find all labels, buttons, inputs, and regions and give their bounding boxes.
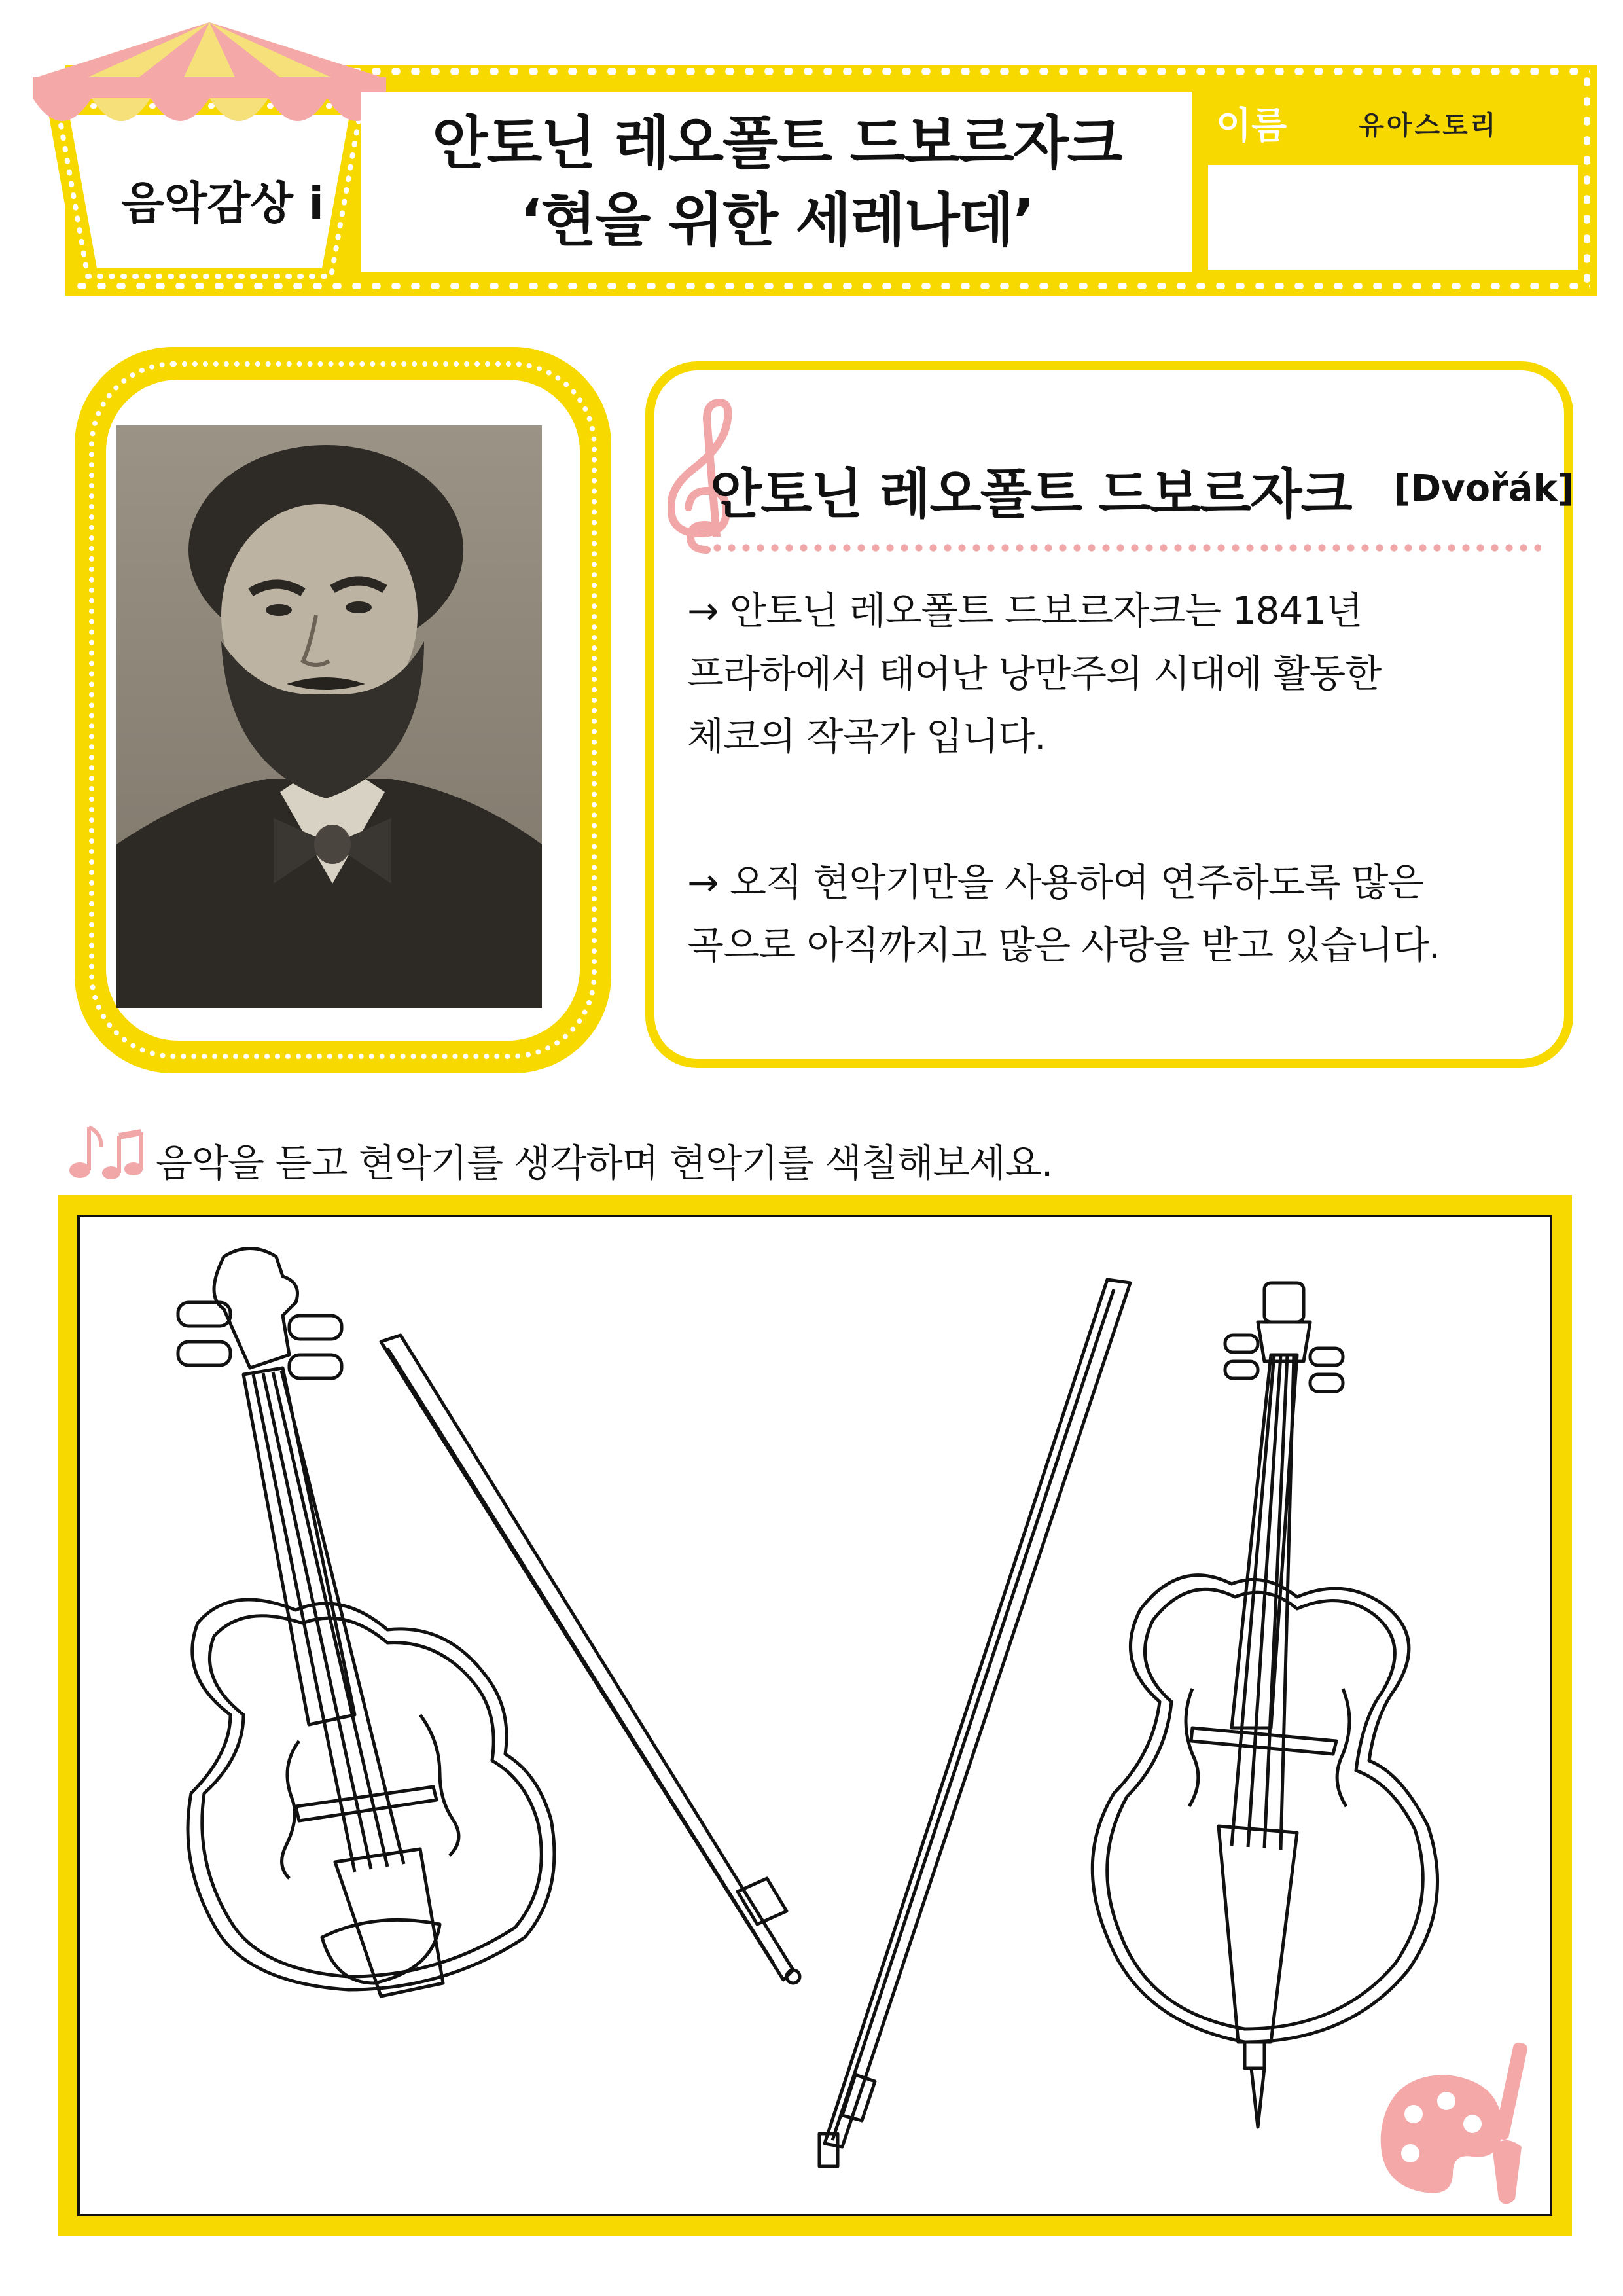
title-line-1: 안토닌 레오폴트 드보르자크 (432, 109, 1122, 177)
bio-line: 곡으로 아직까지고 많은 사랑을 받고 있습니다. (687, 923, 1440, 967)
bio-line: → 오직 현악기만을 사용하여 연주하도록 많은 (687, 860, 1424, 905)
brand-logo: 유아스토리 (1359, 110, 1499, 141)
name-label: 이름 (1216, 105, 1287, 147)
composer-name-en: [Dvořák] (1394, 467, 1575, 510)
cello-outline (1092, 1283, 1437, 2127)
page-title (361, 92, 1192, 272)
composer-portrait (116, 425, 542, 1008)
composer-name: 안토닌 레오폴트 드보르자크 (710, 463, 1351, 526)
bio-line: 프라하에서 태어난 낭만주의 시대에 활동한 (687, 651, 1382, 696)
bio-paragraph-1 (687, 579, 1381, 768)
brush-icon (1472, 2036, 1544, 2212)
violin-outline (178, 1249, 554, 1997)
category-label: 음악감상 i (121, 177, 324, 230)
dotted-separator (710, 543, 1541, 552)
name-field[interactable] (1204, 161, 1582, 274)
awning-icon (26, 20, 393, 144)
violin-bow (381, 1335, 800, 1983)
instruction-text: 음악을 듣고 현악기를 생각하며 현악기를 색칠해보세요. (156, 1141, 1053, 1185)
cello-bow (819, 1280, 1130, 2166)
name-label-bar (1204, 92, 1584, 154)
bio-line: → 안토닌 레오폴트 드보르자크는 1841년 (687, 588, 1363, 633)
bio-line: 체코의 작곡가 입니다. (687, 714, 1046, 759)
music-notes-icon (65, 1119, 144, 1185)
string-instruments-drawing (80, 1217, 1550, 2214)
bio-paragraph-2 (687, 851, 1440, 977)
title-line-2: ‘현을 위한 세레나데’ (520, 187, 1034, 254)
coloring-area[interactable] (77, 1215, 1552, 2216)
header-dots-right (1584, 72, 1590, 288)
